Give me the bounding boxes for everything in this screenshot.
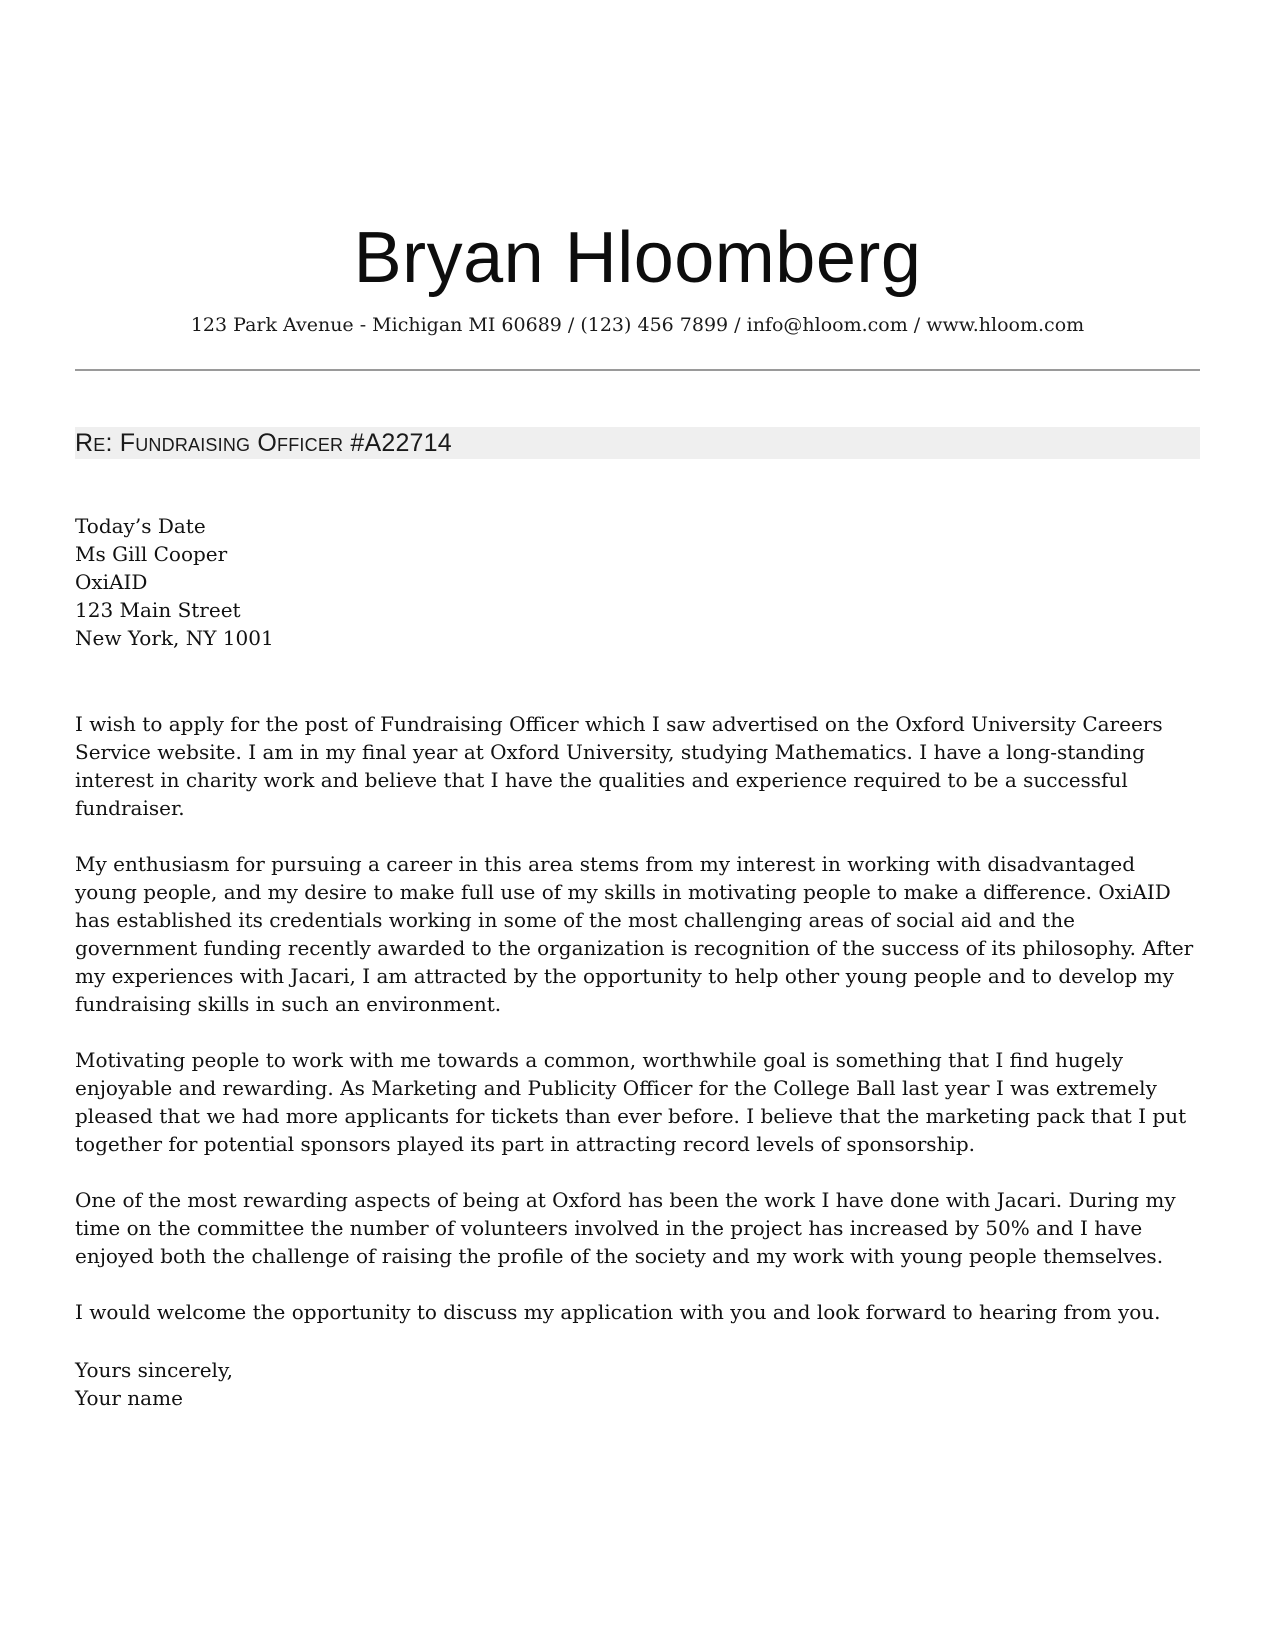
body-paragraph: I wish to apply for the post of Fundraising Officer which I saw advertised on the Oxford University Careers Service website. I am in my final year at Oxford University, studying Mathematics. I have a long-standing interest in charity work and believe that I have the qualities and experience required to be a successful fundraiser. <box>75 712 1163 820</box>
body-paragraph: I would welcome the opportunity to discuss my application with you and look forward to hearing from you. <box>75 1300 1161 1324</box>
sender-contact-line: 123 Park Avenue - Michigan MI 60689 / (123) 456 7899 / info@hloom.com / www.hloom.com <box>190 314 1085 336</box>
closing-block <box>75 1356 233 1412</box>
recipient-street: 123 Main Street <box>75 598 241 622</box>
header-divider <box>75 369 1200 371</box>
subject-line: Re: Fundraising Officer #A22714 <box>75 429 452 457</box>
body-paragraph: One of the most rewarding aspects of being at Oxford has been the work I have done with Jacari. During my time on the committee the number of volunteers involved in the project has increased by 50% and I have enjoyed both the challenge of raising the profile of the society and my work with young people themselves. <box>75 1188 1176 1268</box>
closing-signature: Your name <box>75 1386 183 1410</box>
recipient-company: OxiAID <box>75 570 148 594</box>
letter-body <box>75 710 1200 1354</box>
recipient-city: New York, NY 1001 <box>75 626 274 650</box>
sender-name: Bryan Hloomberg <box>353 218 922 298</box>
recipient-name: Ms Gill Cooper <box>75 542 228 566</box>
recipient-address-block <box>75 512 274 652</box>
closing-salutation: Yours sincerely, <box>75 1358 233 1382</box>
body-paragraph: My enthusiasm for pursuing a career in this area stems from my interest in working with disadvantaged young people, and my desire to make full use of my skills in motivating people to make a difference. OxiAID has established its credentials working in some of the most challenging areas of social aid and the government funding recently awarded to the organization is recognition of the success of its philosophy. After my experiences with Jacari, I am attracted by the opportunity to help other young people and to develop my fundraising skills in such an environment. <box>75 852 1194 1016</box>
body-paragraph: Motivating people to work with me towards a common, worthwhile goal is something that I find hugely enjoyable and rewarding. As Marketing and Publicity Officer for the College Ball last year I was extremely pleased that we had more applicants for tickets than ever before. I believe that the marketing pack that I put together for potential sponsors played its part in attracting record levels of sponsorship. <box>75 1048 1187 1156</box>
letter-date: Today’s Date <box>75 514 206 538</box>
